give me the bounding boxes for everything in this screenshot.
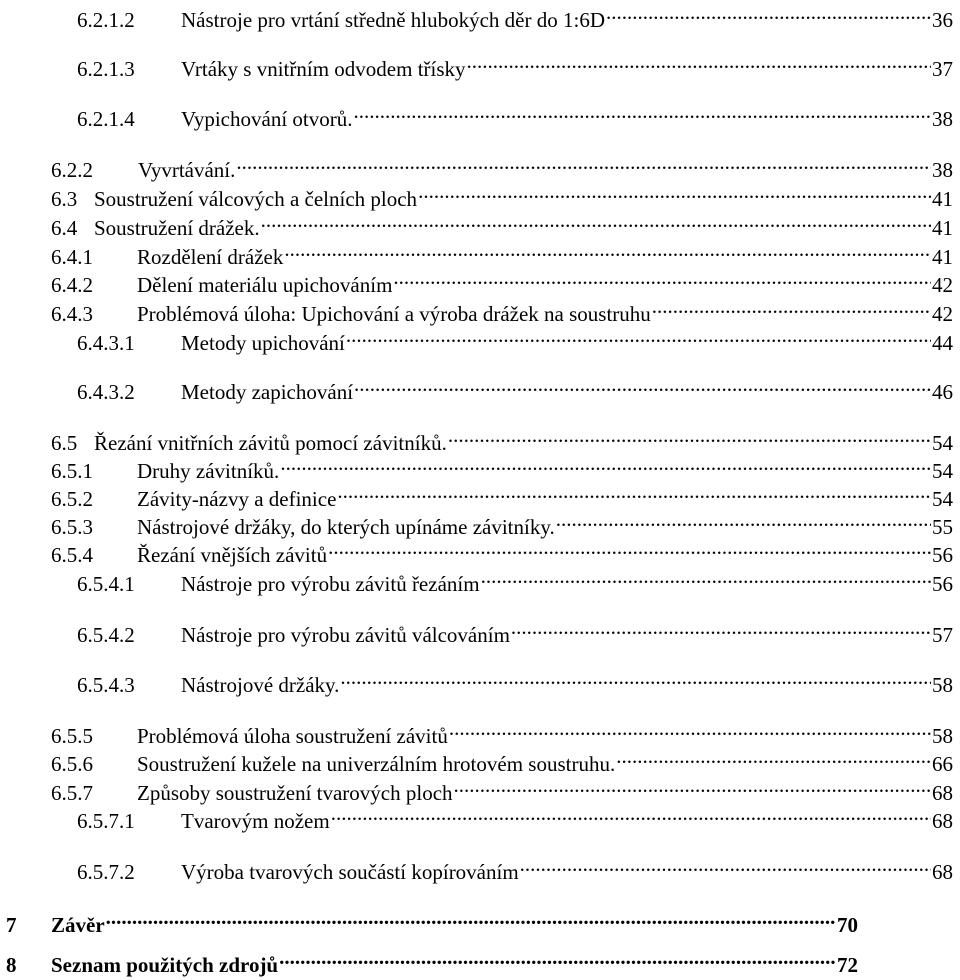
dot-leader: [606, 0, 931, 27]
toc-entry-number: 6.5.4.3: [77, 673, 135, 697]
toc-entry-number: 6.5: [51, 431, 78, 455]
dot-leader: [481, 561, 931, 591]
toc-entry-number: 6.4.3.2: [77, 380, 135, 404]
dot-leader: [556, 504, 931, 534]
toc-entry-number: 6.3: [51, 187, 78, 211]
toc-entry[interactable]: [77, 798, 953, 833]
toc-entry-page: 41: [932, 187, 953, 211]
toc-entry-number: 6.5.4: [51, 543, 93, 567]
toc-entry-page: 41: [932, 245, 953, 269]
toc-entry-title: Nástrojové držáky.: [181, 673, 340, 697]
toc-entry-page: 58: [932, 724, 953, 748]
toc-entry[interactable]: [77, 96, 953, 131]
dot-leader: [261, 205, 931, 235]
dot-leader: [449, 713, 931, 743]
toc-entry-page: 68: [932, 860, 953, 884]
toc-entry[interactable]: [51, 420, 953, 455]
toc-entry[interactable]: [51, 147, 953, 182]
toc-entry[interactable]: [51, 448, 953, 483]
toc-entry-title: Závěr: [51, 913, 105, 937]
toc-entry-number: 6.5.4.2: [77, 623, 135, 647]
toc-entry-page: 56: [932, 543, 953, 567]
toc-entry-page: 41: [932, 216, 953, 240]
toc-entry-page: 38: [932, 158, 953, 182]
toc-entry-title: Tvarovým nožem: [181, 809, 330, 833]
toc-entry-number: 6.5.5: [51, 724, 93, 748]
toc-entry-number: 6.5.1: [51, 459, 93, 483]
toc-entry-title: Řezání vnějších závitů: [137, 543, 328, 567]
toc-chapter-entry[interactable]: [6, 942, 858, 977]
dot-leader: [353, 96, 931, 126]
toc-entry-title: Problémová úloha: Upichování a výroba drážek na soustruhu: [137, 302, 651, 326]
toc-entry-number: 6.4.1: [51, 245, 93, 269]
toc-entry-page: 55: [932, 515, 953, 539]
toc-entry[interactable]: [77, 46, 953, 81]
toc-entry-title: Řezání vnitřních závitů pomocí závitníků.: [94, 431, 447, 455]
toc-entry-number: 6.4.3.1: [77, 331, 135, 355]
toc-entry-title: Metody zapichování: [181, 380, 354, 404]
toc-entry-page: 38: [932, 107, 953, 131]
toc-entry[interactable]: [77, 561, 953, 596]
toc-entry-number: 6.5.2: [51, 487, 93, 511]
toc-entry[interactable]: [51, 476, 953, 511]
toc-entry-page: 72: [837, 953, 858, 977]
dot-leader: [340, 662, 931, 692]
dot-leader: [279, 942, 836, 972]
toc-entry-title: Problémová úloha soustružení závitů: [137, 724, 448, 748]
toc-entry[interactable]: [77, 612, 953, 647]
toc-entry-title: Nástroje pro vrtání středně hlubokých děr do 1:6D: [181, 8, 605, 32]
toc-entry-title: Rozdělení drážek: [137, 245, 284, 269]
dot-leader: [354, 369, 931, 399]
toc-entry-number: 6.4: [51, 216, 78, 240]
toc-entry-number: 7: [6, 913, 17, 937]
dot-leader: [467, 46, 931, 76]
toc-entry[interactable]: [51, 741, 953, 776]
toc-entry[interactable]: [51, 504, 953, 539]
toc-entry-title: Vyvrtávání.: [138, 158, 236, 182]
toc-entry-number: 6.5.7.1: [77, 809, 135, 833]
toc-entry-page: 68: [932, 809, 953, 833]
toc-entry-page: 46: [932, 380, 953, 404]
dot-leader: [652, 291, 931, 321]
toc-entry-title: Seznam použitých zdrojů: [51, 953, 279, 977]
toc-entry[interactable]: [77, 369, 953, 404]
toc-entry-page: 56: [932, 572, 953, 596]
dot-leader: [454, 770, 931, 800]
toc-entry-page: 54: [932, 431, 953, 455]
toc-entry-number: 6.2.1.3: [77, 57, 135, 81]
dot-leader: [280, 448, 931, 478]
toc-entry-number: 6.4.2: [51, 273, 93, 297]
toc-entry-page: 54: [932, 487, 953, 511]
toc-entry-title: Vrtáky s vnitřním odvodem třísky: [181, 57, 466, 81]
dot-leader: [520, 849, 931, 879]
toc-entry[interactable]: [51, 770, 953, 805]
dot-leader: [616, 741, 931, 771]
toc-entry-number: 8: [6, 953, 17, 977]
toc-entry-page: 54: [932, 459, 953, 483]
toc-entry-page: 58: [932, 673, 953, 697]
toc-entry[interactable]: [51, 262, 953, 297]
toc-entry-number: 6.5.3: [51, 515, 93, 539]
toc-entry-title: Dělení materiálu upichováním: [137, 273, 393, 297]
dot-leader: [346, 320, 931, 350]
dot-leader: [511, 612, 931, 642]
toc-entry[interactable]: [77, 320, 953, 355]
toc-entry-number: 6.2.1.4: [77, 107, 135, 131]
toc-entry-title: Soustružení drážek.: [94, 216, 260, 240]
dot-leader: [448, 420, 931, 450]
toc-entry[interactable]: [51, 713, 953, 748]
toc-entry-title: Výroba tvarových součástí kopírováním: [181, 860, 519, 884]
toc-entry-page: 42: [932, 302, 953, 326]
toc-entry-title: Závity-názvy a definice: [137, 487, 337, 511]
toc-entry-number: 6.5.4.1: [77, 572, 135, 596]
toc-entry-number: 6.2.2: [51, 158, 93, 182]
dot-leader: [284, 234, 931, 264]
toc-entry[interactable]: [77, 0, 953, 32]
toc-entry-title: Druhy závitníků.: [137, 459, 280, 483]
toc-entry[interactable]: [51, 532, 953, 567]
toc-entry-title: Vypichování otvorů.: [181, 107, 353, 131]
dot-leader: [331, 798, 931, 828]
dot-leader: [106, 902, 836, 932]
toc-entry-page: 70: [837, 913, 858, 937]
toc-entry[interactable]: [51, 234, 953, 269]
toc-entry-page: 57: [932, 623, 953, 647]
dot-leader: [337, 476, 931, 506]
toc-entry-number: 6.4.3: [51, 302, 93, 326]
toc-chapter-entry[interactable]: [6, 902, 858, 937]
toc-entry-page: 36: [932, 8, 953, 32]
toc-entry-title: Metody upichování: [181, 331, 345, 355]
toc-entry-page: 44: [932, 331, 953, 355]
toc-entry-title: Soustružení válcových a čelních ploch: [94, 187, 418, 211]
toc-entry-title: Nástrojové držáky, do kterých upínáme závitníky.: [137, 515, 555, 539]
toc-entry-title: Nástroje pro výrobu závitů řezáním: [181, 572, 480, 596]
toc-entry[interactable]: [77, 849, 953, 884]
toc-entry[interactable]: [77, 662, 953, 697]
toc-entry-number: 6.5.7: [51, 781, 93, 805]
toc-entry-title: Nástroje pro výrobu závitů válcováním: [181, 623, 510, 647]
toc-entry[interactable]: [51, 176, 953, 211]
dot-leader: [393, 262, 931, 292]
toc-entry-page: 37: [932, 57, 953, 81]
toc-entry-page: 42: [932, 273, 953, 297]
toc-entry-number: 6.5.6: [51, 752, 93, 776]
dot-leader: [236, 147, 931, 177]
toc-entry-title: Soustružení kužele na univerzálním hrotovém soustruhu.: [137, 752, 616, 776]
toc-entry-title: Způsoby soustružení tvarových ploch: [137, 781, 453, 805]
dot-leader: [328, 532, 931, 562]
toc-entry-page: 68: [932, 781, 953, 805]
toc-entry-number: 6.5.7.2: [77, 860, 135, 884]
toc-entry-number: 6.2.1.2: [77, 8, 135, 32]
toc-entry-page: 66: [932, 752, 953, 776]
dot-leader: [418, 176, 931, 206]
toc-entry[interactable]: [51, 291, 953, 326]
toc-entry[interactable]: [51, 205, 953, 240]
